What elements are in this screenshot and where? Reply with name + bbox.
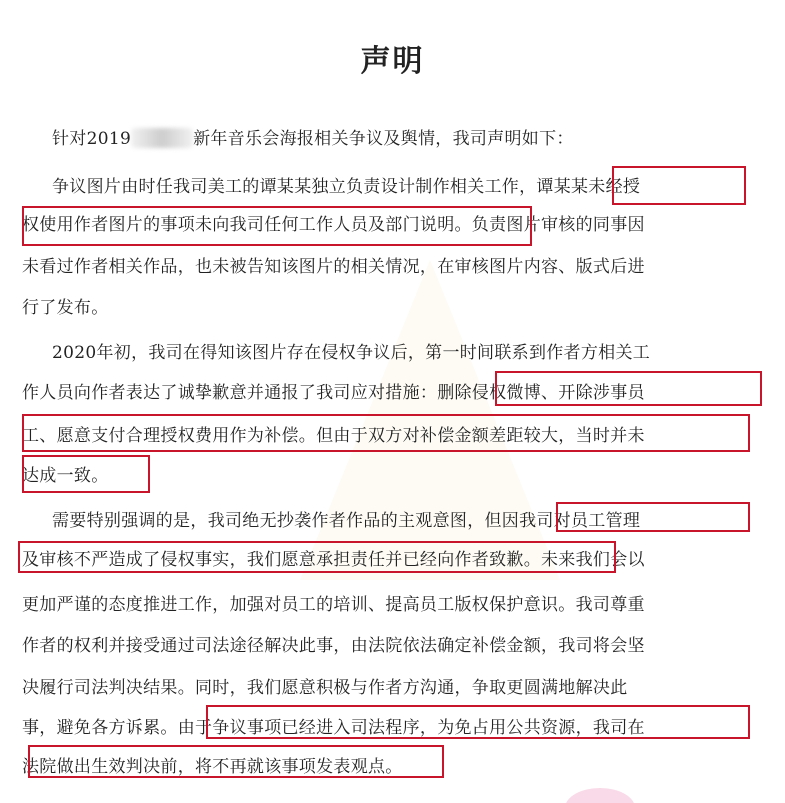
stamp-fragment (565, 788, 635, 803)
text-line: 需要特别强调的是，我司绝无抄袭作者作品的主观意图，但因我司对员工管理 (52, 511, 641, 531)
text-line: 未看过作者相关作品，也未被告知该图片的相关情况，在审核图片内容、版式后进 (22, 257, 645, 277)
text-segment: 针对2019 (52, 129, 132, 149)
text-line: 决履行司法判决结果。同时，我们愿意积极与作者方沟通，争取更圆满地解决此 (22, 678, 628, 698)
text-line (52, 128, 574, 150)
watermark-logo (300, 260, 560, 580)
text-line: 作人员向作者表达了诚挚歉意并通报了我司应对措施：删除侵权微博、开除涉事员 (22, 383, 645, 403)
text-line: 更加严谨的态度推进工作，加强对员工的培训、提高员工版权保护意识。我司尊重 (22, 595, 645, 615)
text-line: 2020年初，我司在得知该图片存在侵权争议后，第一时间联系到作者方相关工 (52, 343, 651, 363)
text-line: 法院做出生效判决前，将不再就该事项发表观点。 (22, 757, 403, 777)
text-line: 行了发布。 (22, 298, 109, 318)
text-line: 工、愿意支付合理授权费用作为补偿。但由于双方对补偿金额差距较大，当时并未 (22, 426, 645, 446)
text-line: 争议图片由时任我司美工的谭某某独立负责设计制作相关工作，谭某某未经授 (52, 177, 641, 197)
page-title: 声明 (360, 44, 425, 79)
redaction-blur (131, 128, 193, 148)
text-line: 作者的权利并接受通过司法途径解决此事，由法院依法确定补偿金额，我司将会坚 (22, 636, 645, 656)
text-line: 事，避免各方诉累。由于争议事项已经进入司法程序，为免占用公共资源，我司在 (22, 718, 645, 738)
text-line: 达成一致。 (22, 466, 109, 486)
text-line: 权使用作者图片的事项未向我司任何工作人员及部门说明。负责图片审核的同事因 (22, 215, 645, 235)
text-line: 及审核不严造成了侵权事实，我们愿意承担责任并已经向作者致歉。未来我们会以 (22, 550, 645, 570)
text-segment: 新年音乐会海报相关争议及舆情，我司声明如下： (193, 129, 574, 149)
